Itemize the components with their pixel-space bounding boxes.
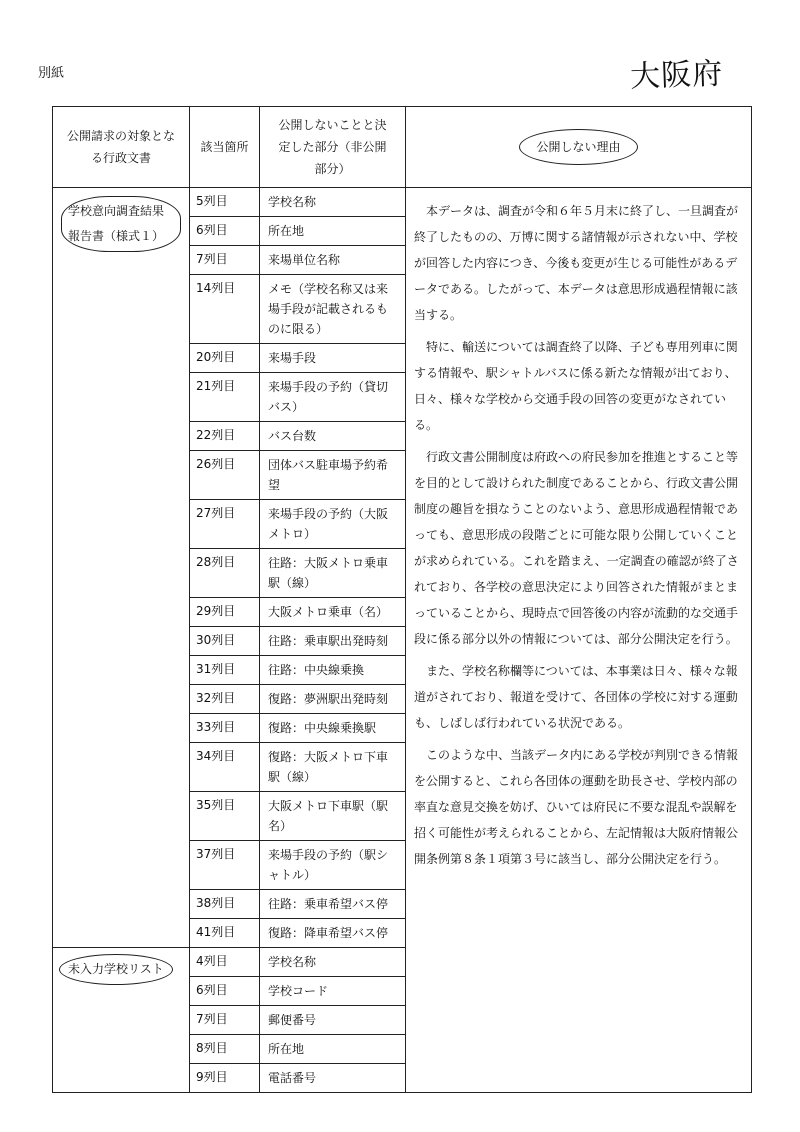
column-ref: 38列目 [190, 890, 260, 919]
column-ref: 26列目 [190, 451, 260, 500]
column-ref: 9列目 [190, 1064, 260, 1093]
column-ref: 7列目 [190, 246, 260, 275]
nondisclosed-part: 来場手段の予約（貸切バス） [260, 373, 406, 422]
nondisclosed-part: 郵便番号 [260, 1006, 406, 1035]
nondisclosed-part: 来場単位名称 [260, 246, 406, 275]
header-reason-label: 公開しない理由 [519, 129, 637, 165]
column-ref: 6列目 [190, 977, 260, 1006]
column-ref: 7列目 [190, 1006, 260, 1035]
header-document-label: 公開請求の対象となる行政文書 [66, 129, 175, 165]
column-ref: 31列目 [190, 656, 260, 685]
nondisclosed-part: 往路：乗車希望バス停 [260, 890, 406, 919]
document-name-cell [53, 188, 190, 948]
document-name: 未入力学校リスト [59, 954, 173, 985]
column-ref: 30列目 [190, 627, 260, 656]
header-location [190, 107, 260, 188]
disclosure-table [52, 106, 752, 1093]
reason-cell [406, 188, 752, 1093]
nondisclosed-part: 学校コード [260, 977, 406, 1006]
column-ref: 8列目 [190, 1035, 260, 1064]
column-ref: 6列目 [190, 217, 260, 246]
nondisclosed-part: 復路：夢洲駅出発時刻 [260, 685, 406, 714]
column-ref: 5列目 [190, 188, 260, 217]
column-ref: 14列目 [190, 275, 260, 344]
reason-paragraph: 本データは、調査が令和６年５月末に終了し、一旦調査が終了したものの、万博に関する諸情報が示されない中、学校が回答した内容につき、今後も変更が生じる可能性があるデータである。したがって、本データは意思形成過程情報に該当する。 [414, 204, 739, 322]
prefecture-stamp: 大阪府 [629, 56, 724, 95]
column-ref: 33列目 [190, 714, 260, 743]
nondisclosed-part: 学校名称 [260, 948, 406, 977]
nondisclosed-part: 来場手段 [260, 344, 406, 373]
column-ref: 21列目 [190, 373, 260, 422]
header-document [53, 107, 190, 188]
column-ref: 20列目 [190, 344, 260, 373]
column-ref: 32列目 [190, 685, 260, 714]
nondisclosed-part: 電話番号 [260, 1064, 406, 1093]
nondisclosed-part: メモ（学校名称又は来場手段が記載されるものに限る） [260, 275, 406, 344]
header-nondisclosed [260, 107, 406, 188]
nondisclosed-part: 復路：中央線乗換駅 [260, 714, 406, 743]
nondisclosed-part: 所在地 [260, 217, 406, 246]
nondisclosed-part: 所在地 [260, 1035, 406, 1064]
nondisclosed-part: 来場手段の予約（大阪メトロ） [260, 500, 406, 549]
nondisclosed-part: 往路：乗車駅出発時刻 [260, 627, 406, 656]
nondisclosed-part: バス台数 [260, 422, 406, 451]
reason-paragraph: 特に、輸送については調査終了以降、子ども専用列車に関する情報や、駅シャトルバスに係る新たな情報が出ており、日々、様々な学校から交通手段の回答の変更がなされている。 [414, 340, 738, 432]
header-nondisclosed-label: 公開しないことと決定した部分（非公開部分） [278, 118, 387, 176]
column-ref: 37列目 [190, 841, 260, 890]
header-reason [406, 107, 752, 188]
nondisclosed-part: 往路：大阪メトロ乗車駅（線） [260, 549, 406, 598]
column-ref: 35列目 [190, 792, 260, 841]
header-location-label: 該当箇所 [200, 140, 249, 154]
nondisclosed-part: 学校名称 [260, 188, 406, 217]
reason-paragraph: このような中、当該データ内にある学校が判別できる情報を公開すると、これら各団体の運動を助長させ、学校内部の率直な意見交換を妨げ、ひいては府民に不要な混乱や誤解を招く可能性が考えられることから、左記情報は大阪府情報公開条例第８条１項第３号に該当し、部分公開決定を行う。 [414, 748, 739, 866]
nondisclosed-part: 往路：中央線乗換 [260, 656, 406, 685]
column-ref: 22列目 [190, 422, 260, 451]
nondisclosed-part: 大阪メトロ乗車（名） [260, 598, 406, 627]
table-header-row [53, 107, 752, 188]
annex-label: 別紙 [38, 66, 65, 81]
column-ref: 41列目 [190, 919, 260, 948]
column-ref: 27列目 [190, 500, 260, 549]
reason-paragraph: また、学校名称欄等については、本事業は日々、様々な報道がされており、報道を受けて、各団体の学校に対する運動も、しばしば行われている状況である。 [414, 664, 738, 730]
document-name: 学校意向調査結果報告書（様式１） [61, 196, 181, 252]
column-ref: 29列目 [190, 598, 260, 627]
nondisclosed-part: 大阪メトロ下車駅（駅名） [260, 792, 406, 841]
nondisclosed-part: 復路：降車希望バス停 [260, 919, 406, 948]
column-ref: 34列目 [190, 743, 260, 792]
document-name-cell [53, 948, 190, 1093]
nondisclosed-part: 復路：大阪メトロ下車駅（線） [260, 743, 406, 792]
reason-paragraph: 行政文書公開制度は府政への府民参加を推進とすること等を目的として設けられた制度であることから、行政文書公開制度の趣旨を損なうことのないよう、意思形成過程情報であっても、意思形成の段階ごとに可能な限り公開していくことが求められている。これを踏まえ、一定調査の確認が終了されており、各学校の意思決定により回答された情報がまとまっていることから、現時点で回答後の内容が流動的な交通手段に係る部分以外の情報については、部分公開決定を行う。 [414, 450, 739, 646]
nondisclosed-part: 団体バス駐車場予約希望 [260, 451, 406, 500]
table-row [53, 188, 752, 217]
nondisclosed-part: 来場手段の予約（駅シャトル） [260, 841, 406, 890]
column-ref: 28列目 [190, 549, 260, 598]
column-ref: 4列目 [190, 948, 260, 977]
